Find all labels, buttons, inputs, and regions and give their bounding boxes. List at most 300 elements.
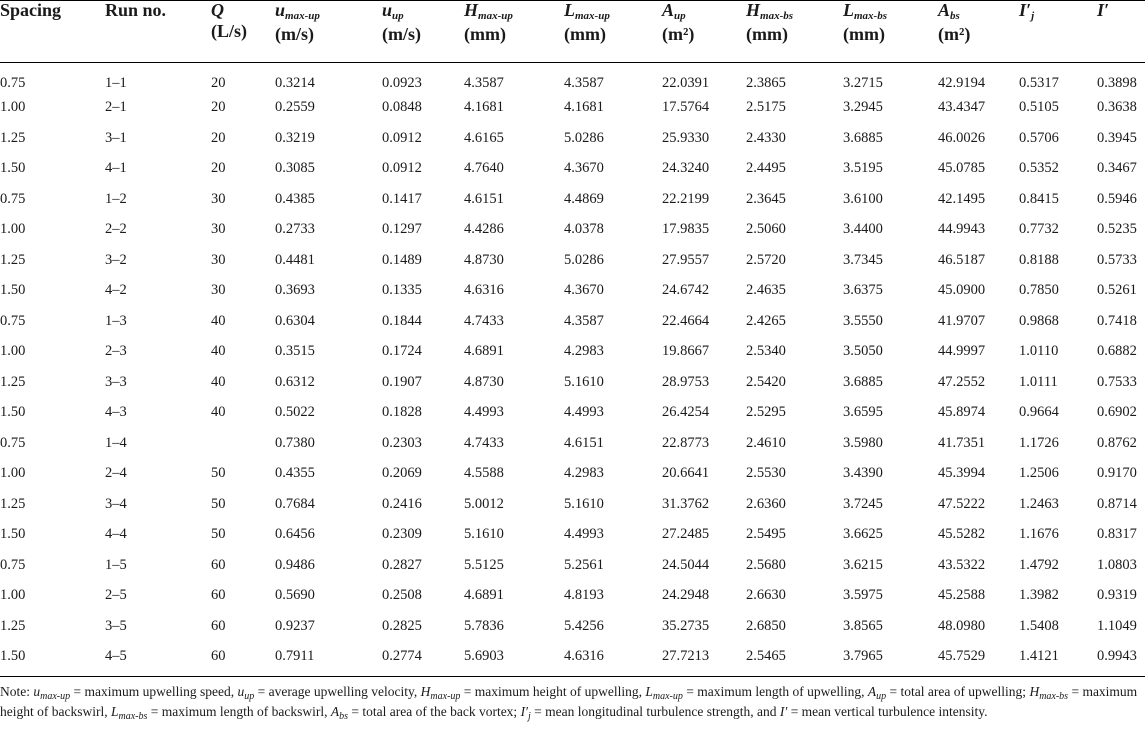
table-cell: 0.2827 xyxy=(382,556,422,573)
table-cell: 4.6165 xyxy=(464,129,504,146)
column-header-unit: (mm) xyxy=(843,24,885,44)
column-header xyxy=(382,0,464,62)
table-cell: 45.8974 xyxy=(938,404,986,421)
table-row xyxy=(0,215,1145,246)
table-cell: 0.1724 xyxy=(382,343,422,360)
column-header-unit: (mm) xyxy=(746,24,788,44)
column-header xyxy=(564,0,662,62)
table-cell: 5.5125 xyxy=(464,556,504,573)
table-cell: 0.7533 xyxy=(1097,373,1137,390)
table-row xyxy=(0,428,1145,459)
table-cell: 17.5764 xyxy=(662,99,710,116)
table-cell: 4.7433 xyxy=(464,312,504,329)
table-cell: 0.5022 xyxy=(275,404,315,421)
table-cell: 3–3 xyxy=(105,373,127,390)
table-cell: 44.9943 xyxy=(938,221,986,238)
table-cell: 4.2983 xyxy=(564,465,604,482)
table-cell: 22.8773 xyxy=(662,434,710,451)
table-cell: 0.5317 xyxy=(1019,75,1059,91)
column-header-unit: (mm) xyxy=(564,24,606,44)
table-cell: 0.9486 xyxy=(275,556,315,573)
table-cell: 35.2735 xyxy=(662,617,710,634)
table-cell: 4.4993 xyxy=(564,404,604,421)
table-cell: 0.3515 xyxy=(275,343,315,360)
table-row xyxy=(0,398,1145,429)
table-cell: 1.50 xyxy=(0,526,26,543)
table-cell: 30 xyxy=(211,282,226,299)
table-cell: 3.6215 xyxy=(843,556,883,573)
table-cell: 3.7965 xyxy=(843,648,883,665)
table-cell: 45.0785 xyxy=(938,160,986,177)
table-cell: 3.5975 xyxy=(843,587,883,604)
table-cell: 0.75 xyxy=(0,190,26,207)
column-header-subscript: bs xyxy=(950,10,960,22)
table-cell: 31.3762 xyxy=(662,495,710,512)
table-row xyxy=(0,642,1145,673)
table-cell: 1.00 xyxy=(0,343,26,360)
table-cell: 0.6882 xyxy=(1097,343,1137,360)
note-segment: max-bs xyxy=(1039,691,1069,702)
table-cell: 2.5495 xyxy=(746,526,786,543)
table-cell: 3.6885 xyxy=(843,129,883,146)
table-cell: 0.3693 xyxy=(275,282,315,299)
table-cell: 0.2416 xyxy=(382,495,422,512)
table-cell: 0.0912 xyxy=(382,129,422,146)
table-cell: 4.2983 xyxy=(564,343,604,360)
table-cell: 0.6312 xyxy=(275,373,315,390)
table-cell: 1.2506 xyxy=(1019,465,1059,482)
table-cell: 60 xyxy=(211,617,226,634)
note-segment: L xyxy=(110,704,119,719)
column-header xyxy=(843,0,938,62)
table-cell: 45.5282 xyxy=(938,526,986,543)
note-segment: u xyxy=(33,684,41,699)
table-cell: 0.1335 xyxy=(382,282,422,299)
table-cell: 0.75 xyxy=(0,556,26,573)
table-cell: 0.7684 xyxy=(275,495,315,512)
column-header-symbol: Run no. xyxy=(105,0,167,20)
table-cell: 2–5 xyxy=(105,587,127,604)
column-header xyxy=(211,0,275,62)
table-cell: 4.6891 xyxy=(464,587,504,604)
table-cell: 50 xyxy=(211,526,226,543)
table-cell: 1.1726 xyxy=(1019,434,1059,451)
table-cell: 1.2463 xyxy=(1019,495,1059,512)
table-cell: 1.00 xyxy=(0,465,26,482)
table-cell: 5.6903 xyxy=(464,648,504,665)
table-row xyxy=(0,581,1145,612)
table-cell: 5.1610 xyxy=(564,373,604,390)
table-cell: 0.9664 xyxy=(1019,404,1059,421)
table-cell: 0.3945 xyxy=(1097,129,1137,146)
table-row xyxy=(0,184,1145,215)
table-cell: 20.6641 xyxy=(662,465,710,482)
table-cell: 0.7850 xyxy=(1019,282,1059,299)
note-segment: max-up xyxy=(40,691,71,702)
table-row xyxy=(0,93,1145,124)
column-header-symbol: A xyxy=(662,0,675,20)
table-cell: 0.5733 xyxy=(1097,251,1137,268)
table-cell: 0.9868 xyxy=(1019,312,1059,329)
table-cell: 0.1828 xyxy=(382,404,422,421)
table-cell: 4.0378 xyxy=(564,221,604,238)
table-cell: 5.1610 xyxy=(564,495,604,512)
table-cell: 2–2 xyxy=(105,221,127,238)
note-segment: Note: xyxy=(0,684,34,699)
table-cell: 3.6375 xyxy=(843,282,883,299)
note-segment: L xyxy=(645,684,653,699)
table-cell: 0.2508 xyxy=(382,587,422,604)
table-cell: 0.1907 xyxy=(382,373,422,390)
note-segment: u xyxy=(237,684,245,699)
column-header-unit: (m²) xyxy=(938,24,971,44)
table-cell: 1–5 xyxy=(105,556,127,573)
table-cell: 0.4385 xyxy=(275,190,315,207)
table-cell: 2.4610 xyxy=(746,434,786,451)
table-cell: 0.5352 xyxy=(1019,160,1059,177)
table-cell: 1.00 xyxy=(0,587,26,604)
table-cell: 2.5530 xyxy=(746,465,786,482)
table-cell: 2.5720 xyxy=(746,251,786,268)
note-segment: = maximum height of backswirl, xyxy=(0,684,1138,719)
table-cell: 1.4792 xyxy=(1019,556,1059,573)
note-segment: = maximum length of backswirl, xyxy=(147,704,331,719)
table-cell: 0.8762 xyxy=(1097,434,1137,451)
table-cell: 3.5980 xyxy=(843,434,883,451)
column-header xyxy=(1019,0,1097,62)
table-cell: 3.6100 xyxy=(843,190,883,207)
table-cell: 4–2 xyxy=(105,282,127,299)
table-cell: 3.8565 xyxy=(843,617,883,634)
table-cell: 22.0391 xyxy=(662,75,710,91)
table-cell: 3.6885 xyxy=(843,373,883,390)
note-segment: = maximum length of upwelling, xyxy=(682,684,868,699)
table-cell: 43.5322 xyxy=(938,556,986,573)
table-cell: 3.2945 xyxy=(843,99,883,116)
table-cell: 2.5340 xyxy=(746,343,786,360)
table-cell: 0.2825 xyxy=(382,617,422,634)
table-cell: 0.7911 xyxy=(275,648,315,665)
column-header-subscript: max-bs xyxy=(760,10,794,22)
table-cell: 1.0803 xyxy=(1097,556,1137,573)
table-cell: 2.6630 xyxy=(746,587,786,604)
note-segment: = mean longitudinal turbulence strength, and xyxy=(530,704,780,719)
table-cell: 20 xyxy=(211,129,226,146)
note-rule xyxy=(0,676,1145,677)
table-cell: 0.9237 xyxy=(275,617,315,634)
note-segment: = mean vertical turbulence intensity. xyxy=(787,704,988,719)
table-cell: 0.75 xyxy=(0,75,26,91)
table-cell: 3.4390 xyxy=(843,465,883,482)
table-cell: 0.75 xyxy=(0,312,26,329)
table-cell: 4.6316 xyxy=(464,282,504,299)
note-segment: = maximum upwelling speed, xyxy=(70,684,238,699)
table-cell: 2.4330 xyxy=(746,129,786,146)
table-cell: 1.50 xyxy=(0,648,26,665)
table-note xyxy=(0,683,1145,723)
table-cell: 4.5588 xyxy=(464,465,504,482)
table-cell: 0.1489 xyxy=(382,251,422,268)
table-cell: 4.8730 xyxy=(464,373,504,390)
table-cell: 4.4869 xyxy=(564,190,604,207)
table-cell: 4.6316 xyxy=(564,648,604,665)
table-cell: 1.4121 xyxy=(1019,648,1059,665)
table-cell: 0.5706 xyxy=(1019,129,1059,146)
table-cell: 20 xyxy=(211,75,226,91)
table-cell: 60 xyxy=(211,587,226,604)
table-cell: 3.2715 xyxy=(843,75,883,91)
table-cell: 3–2 xyxy=(105,251,127,268)
table-cell: 3.7345 xyxy=(843,251,883,268)
column-header-symbol: Spacing xyxy=(0,0,62,20)
note-segment: H xyxy=(420,684,431,699)
table-cell: 60 xyxy=(211,556,226,573)
table-cell: 2–4 xyxy=(105,465,127,482)
table-cell: 0.75 xyxy=(0,434,26,451)
column-header-subscript: max-bs xyxy=(854,10,887,22)
table-cell: 25.9330 xyxy=(662,129,710,146)
column-header-subscript: max-up xyxy=(285,10,320,22)
table-cell: 5.4256 xyxy=(564,617,604,634)
table-cell: 3–5 xyxy=(105,617,127,634)
table-cell: 1.50 xyxy=(0,160,26,177)
table-cell: 0.6456 xyxy=(275,526,315,543)
table-cell: 28.9753 xyxy=(662,373,710,390)
table-cell: 1.25 xyxy=(0,129,26,146)
note-segment: = total area of the back vortex; xyxy=(348,704,521,719)
table-cell: 3.7245 xyxy=(843,495,883,512)
table-cell: 0.5261 xyxy=(1097,282,1137,299)
table-cell: 1–2 xyxy=(105,190,127,207)
table-cell: 1.00 xyxy=(0,221,26,238)
table-cell: 40 xyxy=(211,373,226,390)
table-cell: 2.4635 xyxy=(746,282,786,299)
table-cell: 2.5680 xyxy=(746,556,786,573)
column-header-unit: (m/s) xyxy=(275,24,314,44)
table-row xyxy=(0,154,1145,185)
table-row xyxy=(0,62,1145,93)
table-cell: 3.4400 xyxy=(843,221,883,238)
table-cell: 0.0848 xyxy=(382,99,422,116)
table-cell: 1.5408 xyxy=(1019,617,1059,634)
table-cell: 1–3 xyxy=(105,312,127,329)
table-row xyxy=(0,337,1145,368)
table-cell: 4.4993 xyxy=(564,526,604,543)
table-cell: 0.9943 xyxy=(1097,648,1137,665)
table-cell: 26.4254 xyxy=(662,404,710,421)
table-cell: 0.7418 xyxy=(1097,312,1137,329)
table-cell: 40 xyxy=(211,343,226,360)
column-header-symbol: I′ xyxy=(1019,0,1032,20)
table-cell: 0.7380 xyxy=(275,434,315,451)
table-cell: 4.1681 xyxy=(564,99,604,116)
table-cell: 1.0110 xyxy=(1019,343,1059,360)
table-cell: 2–3 xyxy=(105,343,127,360)
table-cell: 47.2552 xyxy=(938,373,986,390)
table-row xyxy=(0,123,1145,154)
table-cell: 4–4 xyxy=(105,526,127,543)
table-row xyxy=(0,550,1145,581)
table-cell: 2.5420 xyxy=(746,373,786,390)
table-cell: 50 xyxy=(211,495,226,512)
table-cell: 0.2559 xyxy=(275,99,315,116)
column-header-subscript: up xyxy=(674,10,686,22)
table-cell: 1.1676 xyxy=(1019,526,1059,543)
table-cell: 20 xyxy=(211,99,226,116)
table-cell: 2.3865 xyxy=(746,75,786,91)
table-cell: 4.3670 xyxy=(564,282,604,299)
table-cell: 1.25 xyxy=(0,495,26,512)
table-cell: 5.0012 xyxy=(464,495,504,512)
column-header-symbol: A xyxy=(938,0,951,20)
note-segment: I′ xyxy=(520,704,529,719)
column-header xyxy=(938,0,1019,62)
column-header-unit: (L/s) xyxy=(211,21,247,41)
note-segment: I′ xyxy=(779,704,788,719)
note-segment: bs xyxy=(339,711,349,722)
table-cell: 45.7529 xyxy=(938,648,986,665)
table-cell: 0.0923 xyxy=(382,75,422,91)
note-segment: j xyxy=(528,711,531,722)
note-segment: H xyxy=(1029,684,1040,699)
note-segment: = total area of upwelling; xyxy=(886,684,1030,699)
column-header xyxy=(464,0,564,62)
column-header-symbol: I′ xyxy=(1097,0,1110,20)
table-cell xyxy=(211,428,275,459)
table-cell: 4.8193 xyxy=(564,587,604,604)
table-cell: 1–4 xyxy=(105,434,127,451)
column-header xyxy=(1097,0,1145,62)
table-cell: 0.9319 xyxy=(1097,587,1137,604)
column-header xyxy=(662,0,746,62)
table-body xyxy=(0,62,1145,672)
table-header-row xyxy=(0,0,1145,62)
table-cell: 0.3898 xyxy=(1097,75,1137,91)
table-cell: 2.5060 xyxy=(746,221,786,238)
table-cell: 4–3 xyxy=(105,404,127,421)
table-cell: 0.5105 xyxy=(1019,99,1059,116)
column-header-unit: (m/s) xyxy=(382,24,421,44)
table-cell: 0.7732 xyxy=(1019,221,1059,238)
table-row xyxy=(0,611,1145,642)
note-segment: = average upwelling velocity, xyxy=(254,684,421,699)
table-cell: 2.5465 xyxy=(746,648,786,665)
table-cell: 0.3085 xyxy=(275,160,315,177)
column-header xyxy=(0,0,105,62)
table-cell: 0.1417 xyxy=(382,190,422,207)
table-cell: 0.6902 xyxy=(1097,404,1137,421)
column-header-symbol: L xyxy=(564,0,575,20)
column-header-subscript: up xyxy=(392,10,404,22)
table-cell: 3.5050 xyxy=(843,343,883,360)
column-header-symbol: L xyxy=(843,0,854,20)
table-cell: 4.1681 xyxy=(464,99,504,116)
table-cell: 0.3638 xyxy=(1097,99,1137,116)
table-cell: 5.2561 xyxy=(564,556,604,573)
table-cell: 0.3219 xyxy=(275,129,315,146)
table-cell: 0.5946 xyxy=(1097,190,1137,207)
table-cell: 30 xyxy=(211,221,226,238)
table-cell: 2.3645 xyxy=(746,190,786,207)
table-cell: 50 xyxy=(211,465,226,482)
note-segment: A xyxy=(330,704,340,719)
table-cell: 0.3214 xyxy=(275,75,315,91)
table-cell: 40 xyxy=(211,312,226,329)
table-cell: 0.6304 xyxy=(275,312,315,329)
table-cell: 41.9707 xyxy=(938,312,986,329)
table-row xyxy=(0,367,1145,398)
table-cell: 0.1844 xyxy=(382,312,422,329)
table-cell: 4.4286 xyxy=(464,221,504,238)
table-cell: 45.2588 xyxy=(938,587,986,604)
column-header-unit: (m²) xyxy=(662,24,695,44)
table-cell: 2.6360 xyxy=(746,495,786,512)
table-cell: 43.4347 xyxy=(938,99,986,116)
table-cell: 2.4265 xyxy=(746,312,786,329)
note-segment: A xyxy=(867,684,877,699)
table-cell: 47.5222 xyxy=(938,495,986,512)
table-cell: 22.2199 xyxy=(662,190,710,207)
table-cell: 2.6850 xyxy=(746,617,786,634)
table-cell: 40 xyxy=(211,404,226,421)
table-cell: 4.7640 xyxy=(464,160,504,177)
table-cell: 0.2303 xyxy=(382,434,422,451)
table-cell: 24.2948 xyxy=(662,587,710,604)
table-cell: 44.9997 xyxy=(938,343,986,360)
table-cell: 2.5295 xyxy=(746,404,786,421)
column-header-subscript: max-up xyxy=(478,10,513,22)
table-cell: 46.0026 xyxy=(938,129,986,146)
note-segment: up xyxy=(876,691,887,702)
table-cell: 20 xyxy=(211,160,226,177)
table-cell: 5.0286 xyxy=(564,129,604,146)
column-header-symbol: H xyxy=(464,0,479,20)
table-cell: 2.5175 xyxy=(746,99,786,116)
table-cell: 0.5690 xyxy=(275,587,315,604)
table-cell: 5.7836 xyxy=(464,617,504,634)
table-cell: 1.25 xyxy=(0,373,26,390)
table-cell: 0.4355 xyxy=(275,465,315,482)
table-cell: 4.7433 xyxy=(464,434,504,451)
column-header-symbol: u xyxy=(275,0,286,20)
table-cell: 0.3467 xyxy=(1097,160,1137,177)
table-cell: 0.8714 xyxy=(1097,495,1137,512)
table-cell: 27.7213 xyxy=(662,648,710,665)
table-cell: 1–1 xyxy=(105,75,127,91)
table-cell: 24.6742 xyxy=(662,282,710,299)
table-cell: 1.25 xyxy=(0,617,26,634)
table-cell: 1.00 xyxy=(0,99,26,116)
table-cell: 3.6625 xyxy=(843,526,883,543)
note-segment: up xyxy=(244,691,255,702)
table-cell: 42.1495 xyxy=(938,190,986,207)
column-header xyxy=(746,0,843,62)
table-cell: 0.2774 xyxy=(382,648,422,665)
table-cell: 1.1049 xyxy=(1097,617,1137,634)
table-cell: 4–1 xyxy=(105,160,127,177)
table-cell: 48.0980 xyxy=(938,617,986,634)
table-cell: 1.0111 xyxy=(1019,373,1058,390)
table-cell: 5.0286 xyxy=(564,251,604,268)
table-cell: 0.0912 xyxy=(382,160,422,177)
table-cell: 0.5235 xyxy=(1097,221,1137,238)
column-header-symbol: H xyxy=(746,0,761,20)
table-cell: 17.9835 xyxy=(662,221,710,238)
table-cell: 4.3670 xyxy=(564,160,604,177)
column-header-unit: (mm) xyxy=(464,24,506,44)
table-cell: 45.3994 xyxy=(938,465,986,482)
note-segment: max-up xyxy=(430,691,461,702)
